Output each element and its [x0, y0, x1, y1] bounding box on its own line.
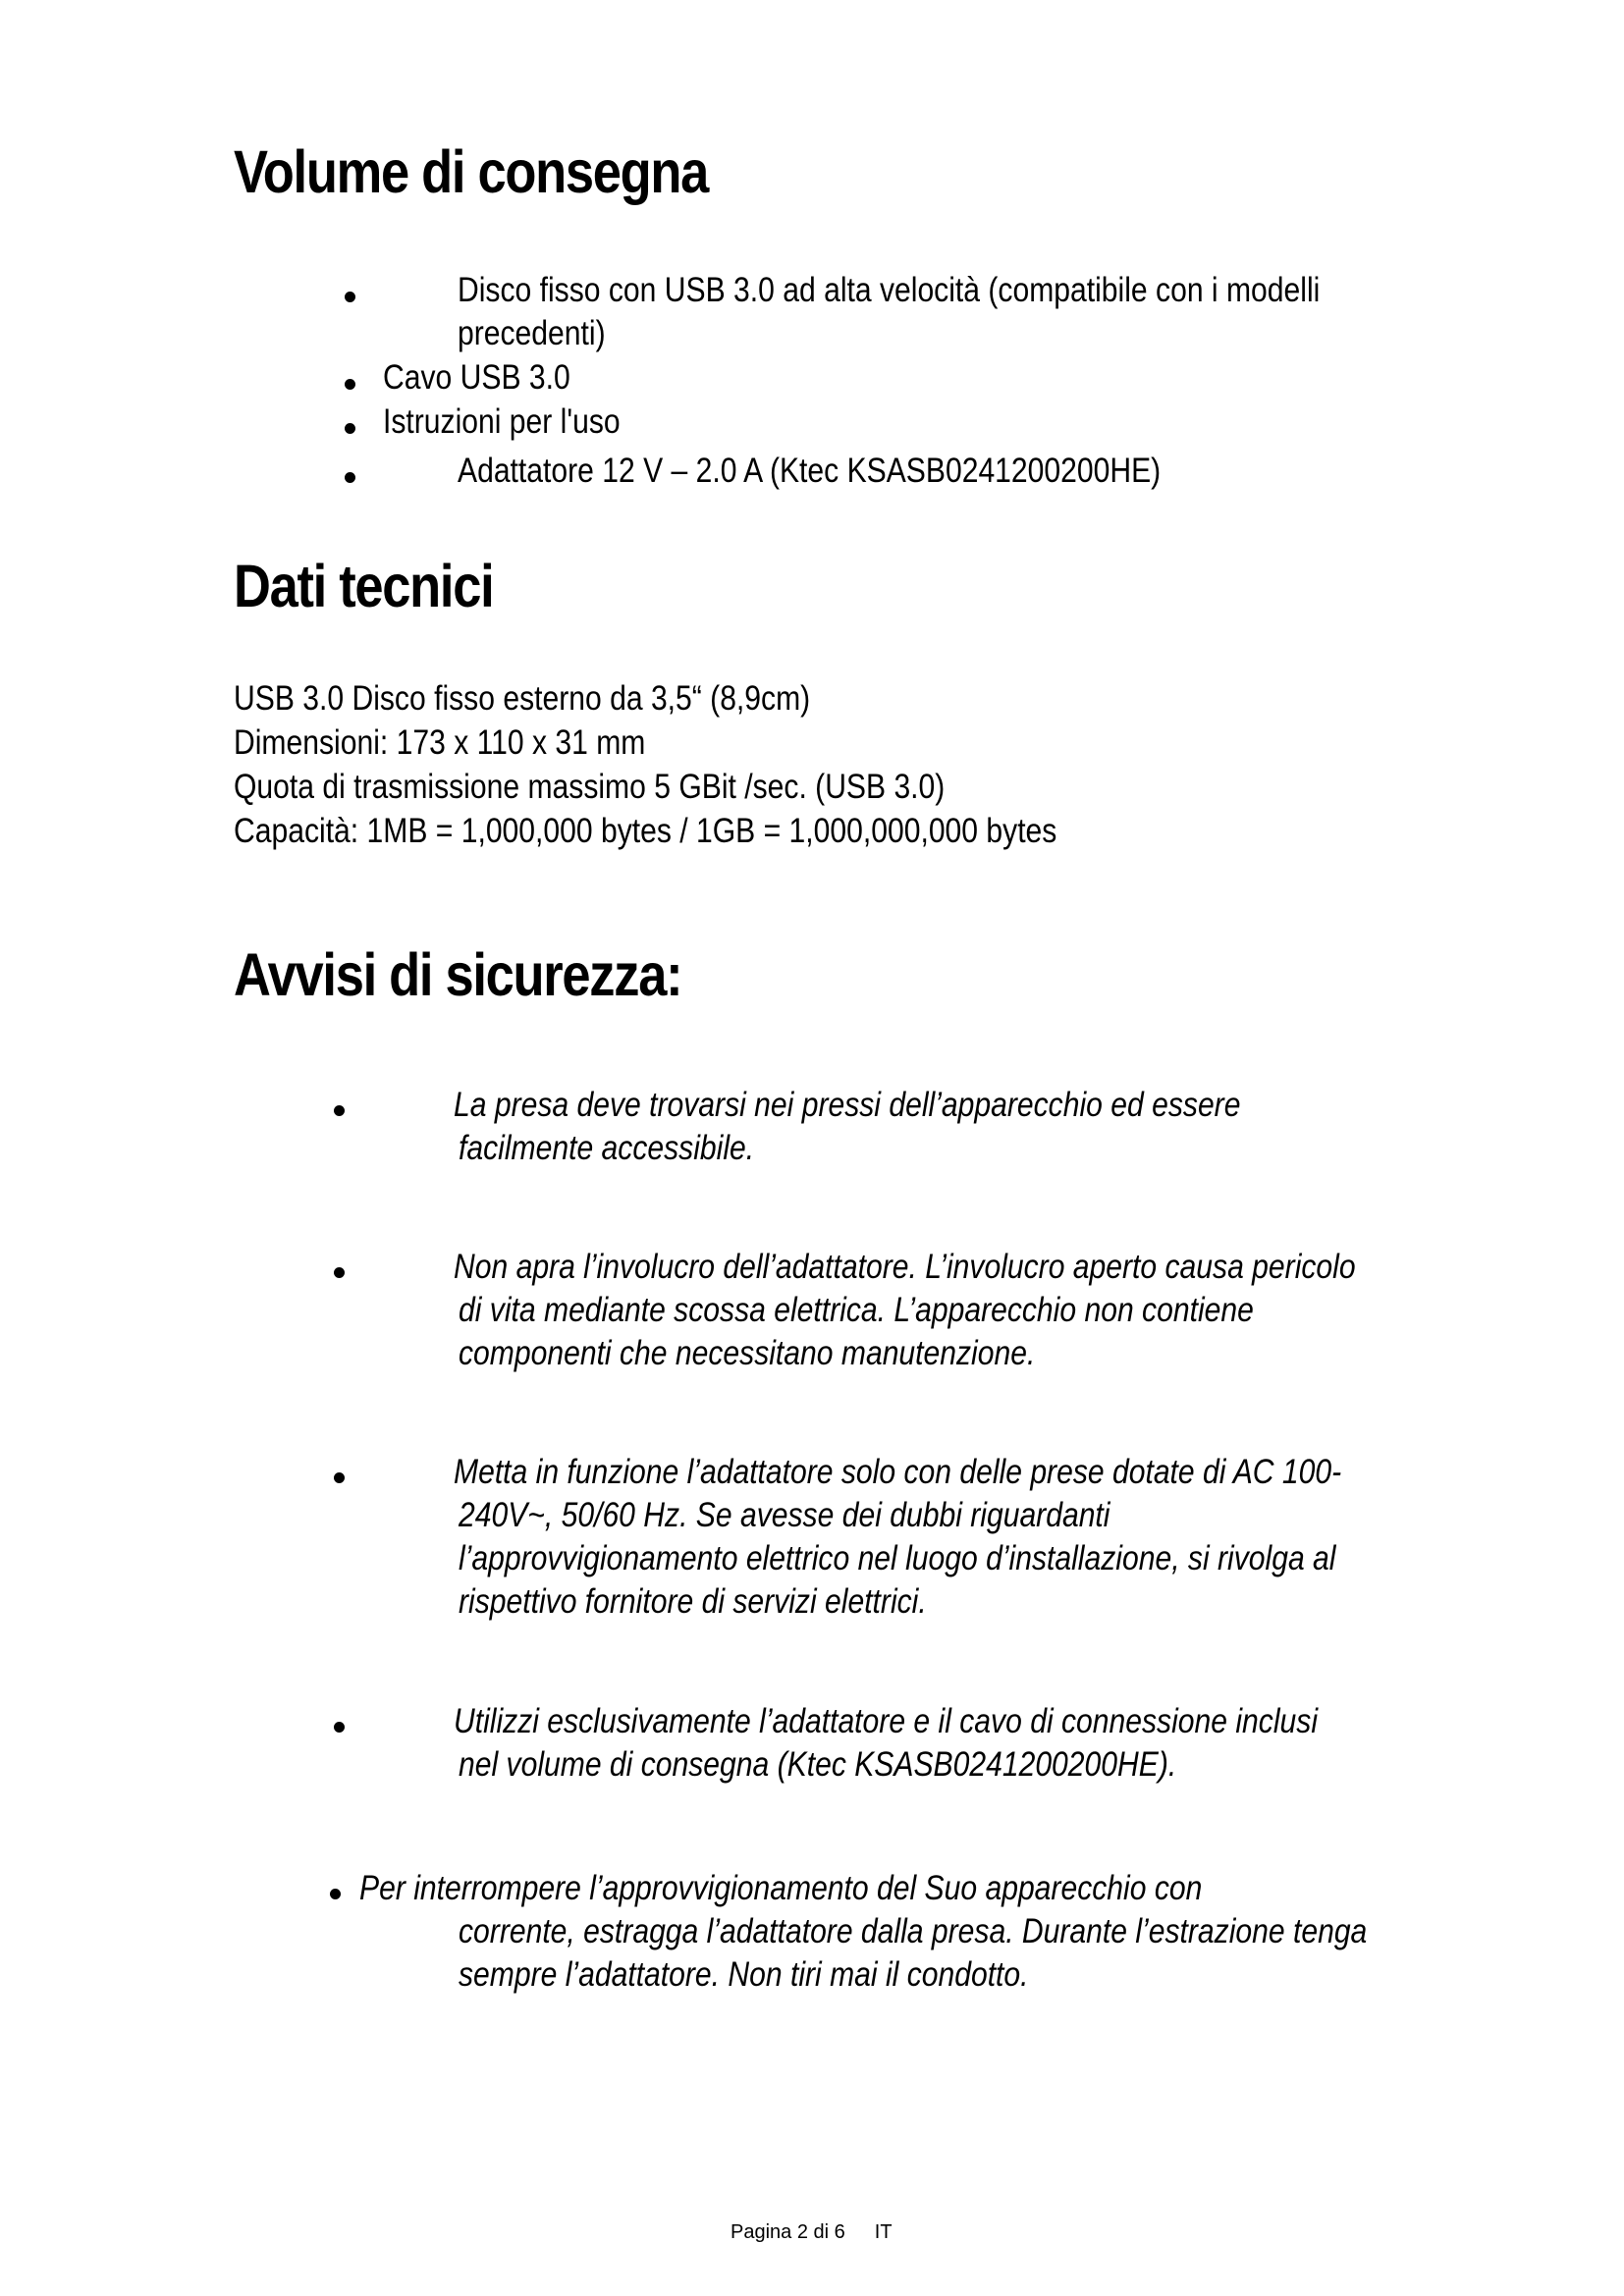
list-item-line: Disco fisso con USB 3.0 ad alta velocità (compatibile con i modelli [458, 271, 1321, 309]
bullet [330, 1889, 341, 1899]
safety-line: sempre l’adattatore. Non tiri mai il condotto. [459, 1955, 1029, 1994]
safety-line: La presa deve trovarsi nei pressi dell’apparecchio ed essere [454, 1086, 1241, 1124]
safety-line: componenti che necessitano manutenzione. [459, 1334, 1036, 1372]
list-item-line: Adattatore 12 V – 2.0 A (Ktec KSASB0241200200HE) [458, 452, 1162, 490]
heading-delivery: Volume di consegna [234, 138, 709, 205]
spec-line: Capacità: 1MB = 1,000,000 bytes / 1GB = 1,000,000,000 bytes [234, 812, 1057, 850]
heading-tech: Dati tecnici [234, 553, 494, 619]
list-item-line: Cavo USB 3.0 [383, 358, 570, 397]
safety-line: Metta in funzione l’adattatore solo con delle prese dotate di AC 100- [454, 1453, 1342, 1491]
bullet [345, 292, 355, 302]
safety-line: nel volume di consegna (Ktec KSASB0241200200HE). [459, 1745, 1177, 1784]
safety-line: Non apra l’involucro dell’adattatore. L’involucro aperto causa pericolo [454, 1248, 1356, 1286]
spec-line: Dimensioni: 173 x 110 x 31 mm [234, 723, 646, 762]
safety-line: Per interrompere l’approvvigionamento del Suo apparecchio con [359, 1869, 1203, 1907]
safety-line: facilmente accessibile. [459, 1129, 755, 1167]
bullet [334, 1267, 345, 1278]
bullet [345, 423, 355, 434]
bullet [334, 1472, 345, 1483]
safety-line: Utilizzi esclusivamente l’adattatore e il cavo di connessione inclusi [454, 1702, 1319, 1740]
spec-line: Quota di trasmissione massimo 5 GBit /sec. (USB 3.0) [234, 768, 946, 806]
safety-line: 240V~, 50/60 Hz. Se avesse dei dubbi riguardanti [459, 1496, 1110, 1534]
page-number: Pagina 2 di 6 [731, 2221, 845, 2243]
list-item-line: precedenti) [458, 314, 606, 352]
page-footer [731, 2221, 893, 2244]
safety-line: rispettivo fornitore di servizi elettrici. [459, 1582, 927, 1621]
spec-line: USB 3.0 Disco fisso esterno da 3,5“ (8,9cm) [234, 679, 811, 718]
bullet [345, 379, 355, 390]
bullet [345, 472, 355, 483]
heading-safety: Avvisi di sicurezza: [234, 941, 682, 1008]
safety-line: di vita mediante scossa elettrica. L’apparecchio non contiene [459, 1291, 1254, 1329]
language-code: IT [874, 2221, 893, 2243]
list-item-line: Istruzioni per l'uso [383, 402, 621, 441]
safety-line: corrente, estragga l’adattatore dalla presa. Durante l’estrazione tenga [459, 1912, 1368, 1950]
bullet [334, 1722, 345, 1733]
bullet [334, 1105, 345, 1116]
safety-line: l’approvvigionamento elettrico nel luogo d’installazione, si rivolga al [459, 1539, 1336, 1577]
